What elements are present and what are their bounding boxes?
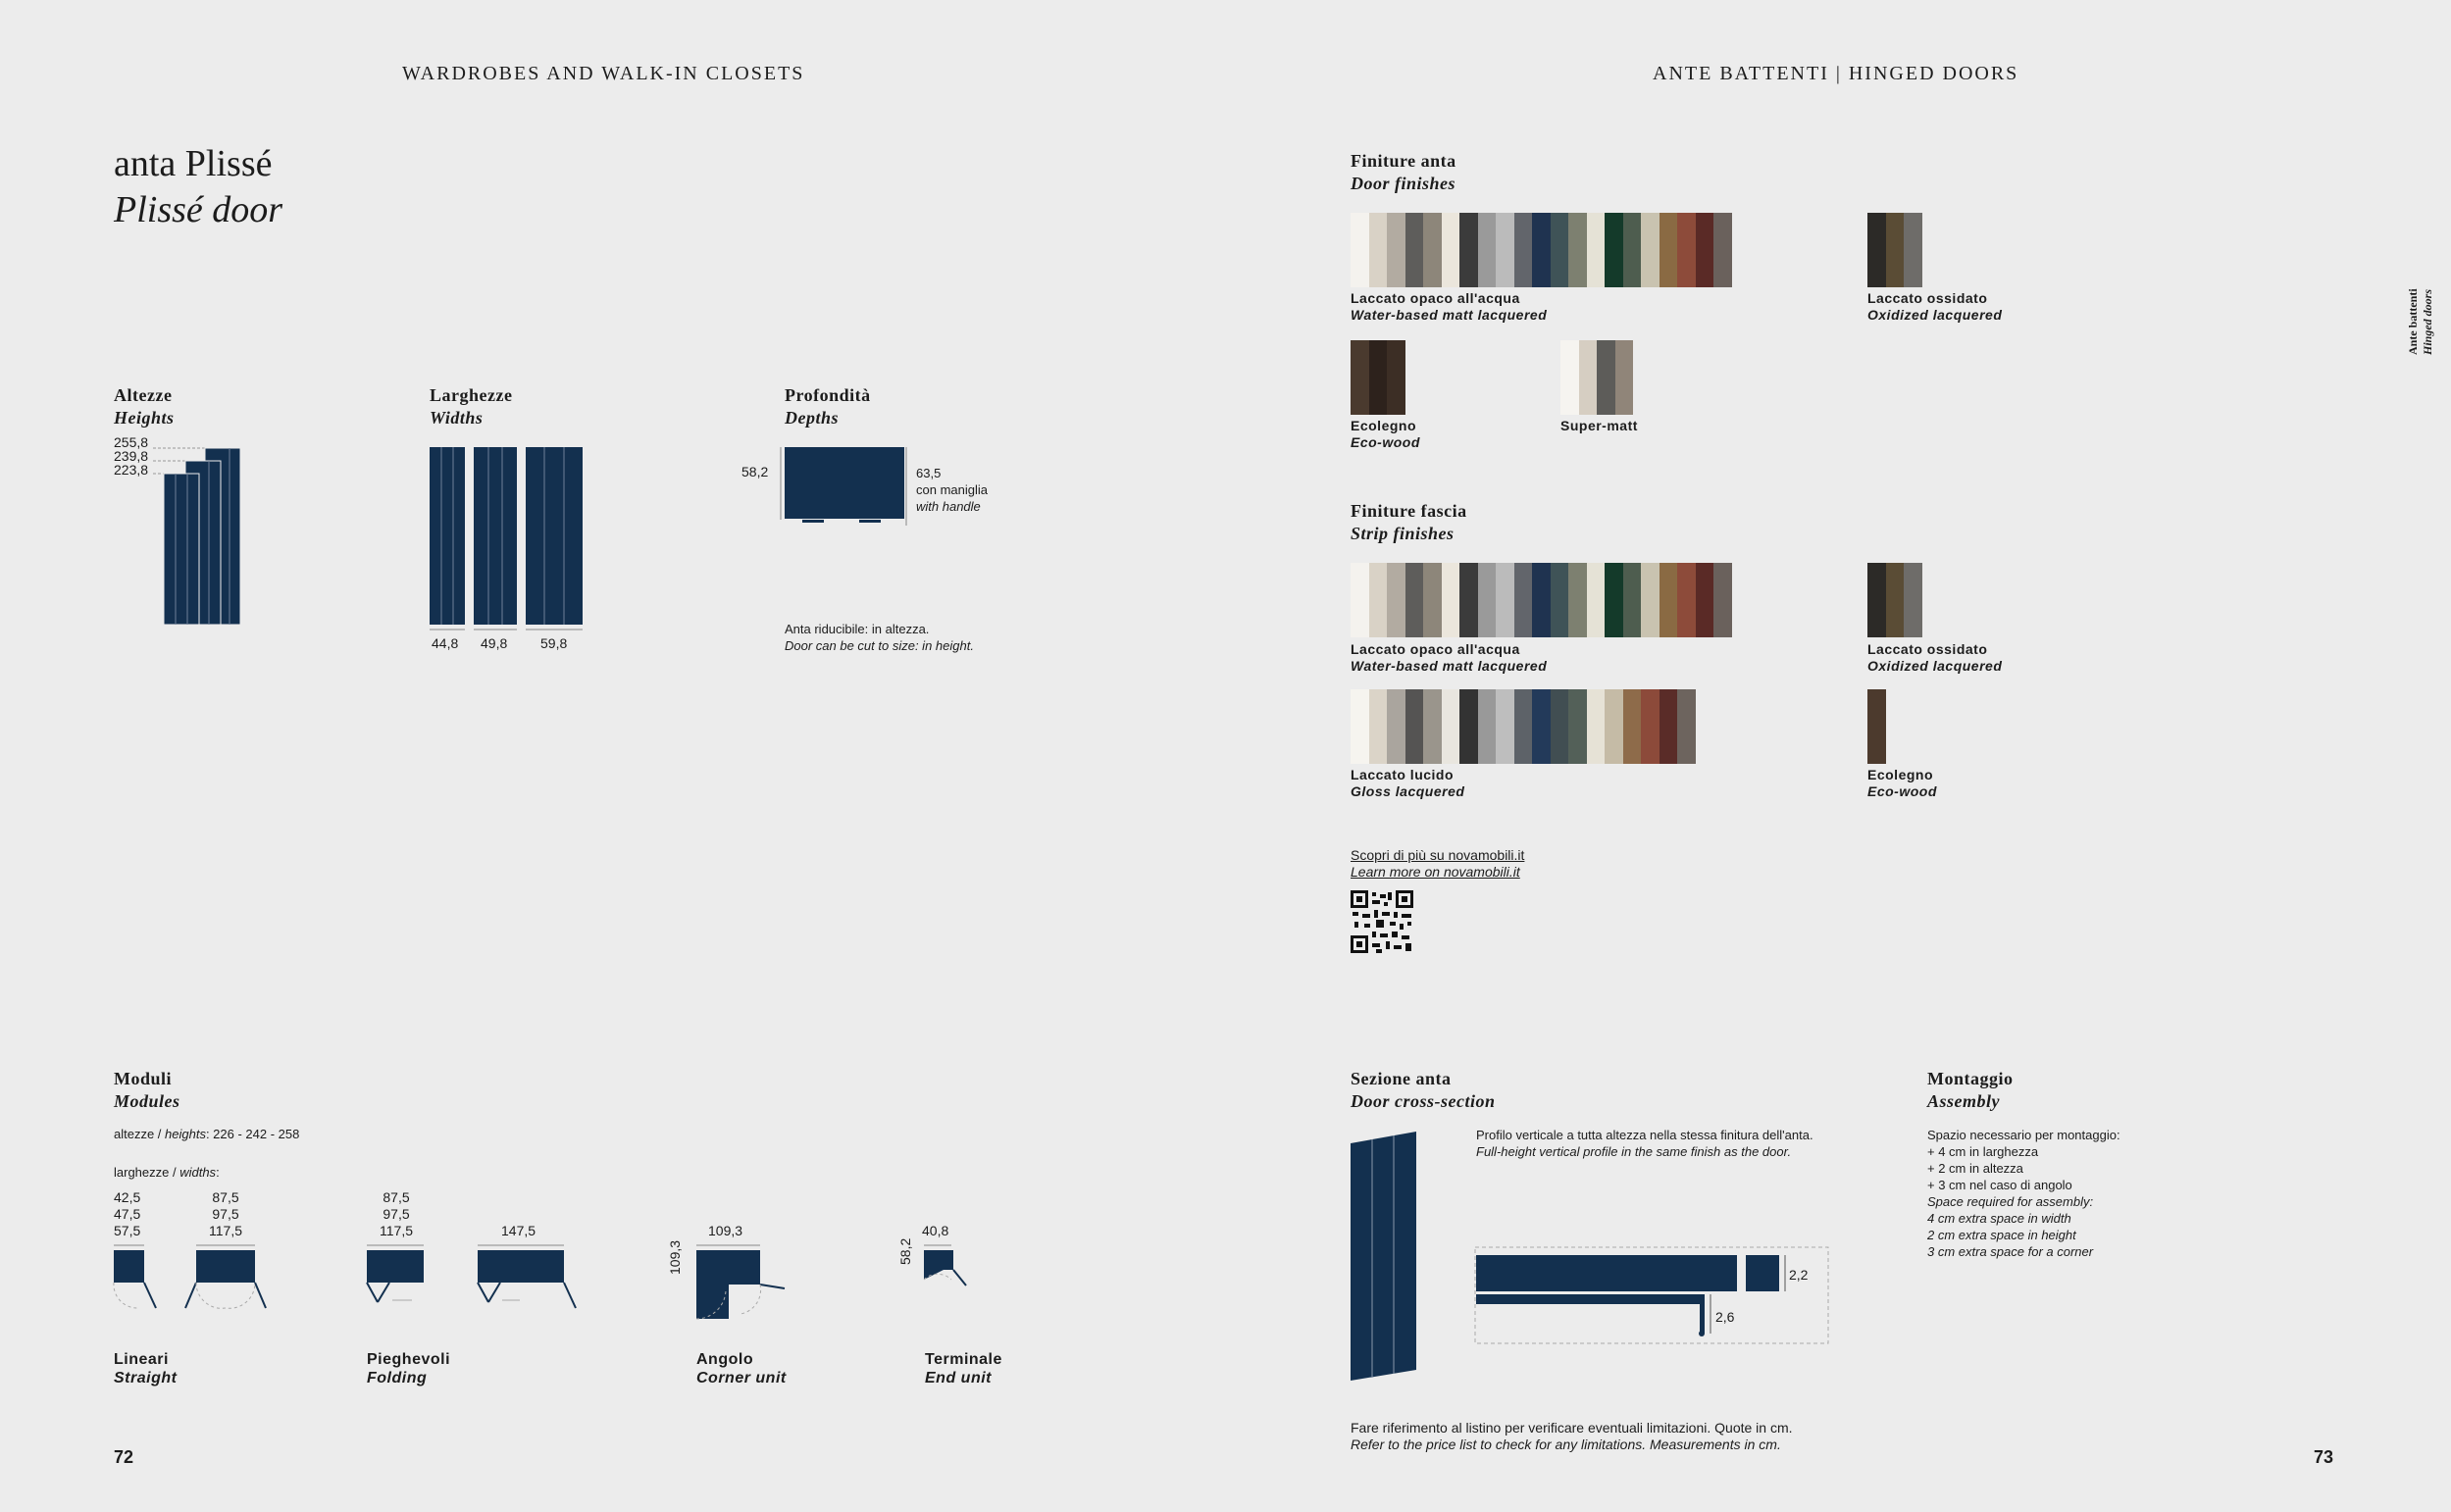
learn-more-en[interactable]: Learn more on novamobili.it — [1351, 864, 1520, 880]
width-value: 49,8 — [481, 635, 508, 651]
color-swatch — [1351, 563, 1369, 637]
color-swatch — [1514, 563, 1533, 637]
strip-ecowood-swatches — [1867, 689, 1886, 764]
heights-label — [114, 384, 175, 429]
straight-double-widths — [209, 1189, 242, 1239]
color-swatch — [1532, 689, 1551, 764]
finish-group-it: Ecolegno — [1351, 418, 1417, 433]
cut-note-it: Anta riducibile: in altezza. — [785, 622, 930, 636]
modules-heights-it: altezze / — [114, 1127, 166, 1141]
color-swatch — [1568, 689, 1587, 764]
color-swatch — [1579, 340, 1598, 415]
module-type-it: Pieghevoli — [367, 1351, 451, 1368]
module-type-straight — [114, 1350, 177, 1387]
footer-it: Fare riferimento al listino per verificare eventuali limitazioni. Quote in cm. — [1351, 1420, 1793, 1436]
color-swatch — [1351, 213, 1369, 287]
color-swatch — [1641, 689, 1660, 764]
qr-code-icon[interactable] — [1351, 890, 1413, 953]
color-swatch — [1641, 213, 1660, 287]
door-matt-swatches — [1351, 213, 1732, 287]
side-tab-it: Ante battenti — [2406, 288, 2420, 355]
widths-diagram — [428, 446, 585, 632]
color-swatch — [1369, 563, 1388, 637]
header-right: ANTE BATTENTI | HINGED DOORS — [1653, 63, 2019, 84]
color-swatch — [1560, 340, 1579, 415]
color-swatch — [1696, 563, 1714, 637]
assembly-line: + 4 cm in larghezza — [1927, 1144, 2039, 1159]
module-type-en: End unit — [925, 1370, 992, 1386]
color-swatch — [1478, 563, 1497, 637]
cross-section-diagram — [1471, 1243, 1834, 1347]
color-swatch — [1369, 213, 1388, 287]
module-width: 117,5 — [380, 1223, 413, 1238]
height-value: 223,8 — [114, 462, 149, 478]
cross-section-desc-it: Profilo verticale a tutta altezza nella stessa finitura dell'anta. — [1476, 1128, 1813, 1142]
corner-height: 109,3 — [667, 1239, 683, 1275]
depths-label — [785, 384, 871, 429]
color-swatch — [1496, 213, 1514, 287]
strip-matt-label — [1351, 641, 1547, 675]
module-width: 97,5 — [212, 1206, 239, 1222]
door-supermatt-swatches — [1560, 340, 1633, 415]
color-swatch — [1587, 563, 1606, 637]
door-ecowood-swatches — [1351, 340, 1405, 415]
color-swatch — [1478, 213, 1497, 287]
strip-gloss-swatches — [1351, 689, 1696, 764]
learn-more-it[interactable]: Scopri di più su novamobili.it — [1351, 847, 1525, 863]
cross-dim-2: 2,6 — [1715, 1309, 1735, 1325]
assembly-line: 2 cm extra space in height — [1927, 1228, 2076, 1242]
strip-ecowood-label — [1867, 767, 1937, 800]
modules-diagram — [108, 1241, 991, 1320]
door-finishes-it: Finiture anta — [1351, 151, 1456, 171]
finish-group-en: Eco-wood — [1867, 783, 1937, 799]
color-swatch — [1387, 689, 1405, 764]
color-swatch — [1442, 563, 1460, 637]
strip-oxidized-swatches — [1867, 563, 1922, 637]
width-value: 44,8 — [432, 635, 459, 651]
color-swatch — [1713, 563, 1732, 637]
color-swatch — [1696, 213, 1714, 287]
width-value: 59,8 — [540, 635, 568, 651]
heights-label-it: Altezze — [114, 385, 173, 405]
color-swatch — [1442, 213, 1460, 287]
modules-label — [114, 1068, 180, 1113]
finish-group-it: Super-matt — [1560, 418, 1638, 433]
cross-section-it: Sezione anta — [1351, 1069, 1452, 1088]
module-width: 57,5 — [114, 1223, 141, 1238]
color-swatch — [1423, 689, 1442, 764]
end-height: 58,2 — [897, 1237, 913, 1265]
heights-values — [114, 435, 148, 477]
module-type-en: Corner unit — [696, 1370, 787, 1386]
color-swatch — [1587, 689, 1606, 764]
color-swatch — [1551, 689, 1569, 764]
door-finishes-en: Door finishes — [1351, 174, 1456, 193]
color-swatch — [1677, 563, 1696, 637]
modules-label-en: Modules — [114, 1091, 180, 1111]
assembly-line: 4 cm extra space in width — [1927, 1211, 2071, 1226]
color-swatch — [1641, 563, 1660, 637]
cross-section-label — [1351, 1068, 1496, 1113]
widths-label-en: Widths — [430, 408, 484, 428]
heights-diagram — [153, 439, 251, 626]
color-swatch — [1904, 563, 1922, 637]
finish-group-it: Laccato ossidato — [1867, 290, 1988, 306]
folding-double-width: 147,5 — [501, 1223, 536, 1238]
color-swatch — [1369, 340, 1388, 415]
module-width: 97,5 — [383, 1206, 410, 1222]
color-swatch — [1459, 563, 1478, 637]
side-tab — [2406, 257, 2435, 355]
modules-heights-en: heights — [165, 1127, 206, 1141]
color-swatch — [1605, 563, 1623, 637]
height-value: 239,8 — [114, 448, 149, 464]
page-subtitle: Plissé door — [114, 189, 283, 230]
color-swatch — [1886, 213, 1905, 287]
strip-finishes-label — [1351, 500, 1467, 545]
assembly-it: Montaggio — [1927, 1069, 2014, 1088]
door-ecowood-label — [1351, 418, 1420, 451]
color-swatch — [1587, 213, 1606, 287]
color-swatch — [1459, 689, 1478, 764]
module-width: 42,5 — [114, 1189, 141, 1205]
color-swatch — [1532, 213, 1551, 287]
color-swatch — [1551, 563, 1569, 637]
finish-group-it: Laccato opaco all'acqua — [1351, 641, 1520, 657]
color-swatch — [1904, 213, 1922, 287]
module-type-folding — [367, 1350, 450, 1387]
module-type-en: Folding — [367, 1370, 428, 1386]
cut-note — [785, 621, 974, 654]
folding-single-widths — [380, 1189, 413, 1239]
module-type-end — [925, 1350, 1002, 1387]
door-finishes-label — [1351, 150, 1456, 195]
finish-group-it: Laccato ossidato — [1867, 641, 1988, 657]
color-swatch — [1867, 563, 1886, 637]
finish-group-en: Eco-wood — [1351, 434, 1420, 450]
color-swatch — [1405, 213, 1424, 287]
color-swatch — [1886, 563, 1905, 637]
door-oxidized-swatches — [1867, 213, 1922, 287]
assembly-line: Spazio necessario per montaggio: — [1927, 1128, 2120, 1142]
finish-group-en: Water-based matt lacquered — [1351, 658, 1548, 674]
color-swatch — [1597, 340, 1615, 415]
depths-diagram — [777, 445, 914, 529]
strip-oxidized-label — [1867, 641, 2002, 675]
modules-label-it: Moduli — [114, 1069, 173, 1088]
strip-gloss-label — [1351, 767, 1464, 800]
learn-more-link[interactable] — [1351, 847, 1524, 881]
assembly-line: 3 cm extra space for a corner — [1927, 1244, 2094, 1259]
color-swatch — [1677, 689, 1696, 764]
color-swatch — [1514, 689, 1533, 764]
modules-widths-it: larghezze / — [114, 1165, 180, 1180]
module-width: 87,5 — [383, 1189, 410, 1205]
color-swatch — [1867, 213, 1886, 287]
door-oxidized-label — [1867, 290, 2002, 324]
module-width: 47,5 — [114, 1206, 141, 1222]
color-swatch — [1660, 213, 1678, 287]
color-swatch — [1867, 689, 1886, 764]
finish-group-en: Water-based matt lacquered — [1351, 307, 1548, 323]
cross-section-en: Door cross-section — [1351, 1091, 1496, 1111]
widths-label — [430, 384, 512, 429]
strip-matt-swatches — [1351, 563, 1732, 637]
color-swatch — [1496, 689, 1514, 764]
color-swatch — [1605, 213, 1623, 287]
cross-section-desc-en: Full-height vertical profile in the same finish as the door. — [1476, 1144, 1792, 1159]
color-swatch — [1551, 213, 1569, 287]
color-swatch — [1514, 213, 1533, 287]
module-type-corner — [696, 1350, 787, 1387]
color-swatch — [1568, 213, 1587, 287]
color-swatch — [1442, 689, 1460, 764]
depths-label-it: Profondità — [785, 385, 871, 405]
height-value: 255,8 — [114, 434, 149, 450]
color-swatch — [1677, 213, 1696, 287]
modules-widths — [114, 1164, 220, 1181]
finish-group-en: Oxidized lacquered — [1867, 658, 2003, 674]
color-swatch — [1478, 689, 1497, 764]
depth-note-en: with handle — [916, 499, 981, 514]
end-width: 40,8 — [922, 1223, 949, 1238]
color-swatch — [1532, 563, 1551, 637]
cross-dim-1: 2,2 — [1789, 1267, 1809, 1283]
color-swatch — [1615, 340, 1634, 415]
page-title: anta Plissé — [114, 143, 273, 184]
module-type-it: Lineari — [114, 1351, 169, 1368]
strip-finishes-it: Finiture fascia — [1351, 501, 1467, 521]
depths-label-en: Depths — [785, 408, 840, 428]
modules-widths-en: widths — [179, 1165, 217, 1180]
page-number-right: 73 — [2314, 1447, 2334, 1467]
modules-heights — [114, 1126, 299, 1142]
color-swatch — [1423, 563, 1442, 637]
header-left: WARDROBES AND WALK-IN CLOSETS — [402, 63, 805, 84]
page-number-left: 72 — [114, 1447, 134, 1467]
corner-width: 109,3 — [708, 1223, 743, 1238]
module-width: 117,5 — [209, 1223, 242, 1238]
color-swatch — [1405, 689, 1424, 764]
color-swatch — [1623, 213, 1642, 287]
widths-label-it: Larghezze — [430, 385, 513, 405]
heights-label-en: Heights — [114, 408, 175, 428]
color-swatch — [1660, 689, 1678, 764]
door-supermatt-label — [1560, 418, 1638, 434]
module-width: 87,5 — [212, 1189, 239, 1205]
strip-finishes-en: Strip finishes — [1351, 524, 1455, 543]
assembly-line: + 3 cm nel caso di angolo — [1927, 1178, 2072, 1192]
color-swatch — [1423, 213, 1442, 287]
depth-value-right: 63,5 — [916, 466, 942, 480]
side-tab-en: Hinged doors — [2421, 288, 2434, 355]
door-matt-label — [1351, 290, 1547, 324]
color-swatch — [1660, 563, 1678, 637]
footer-note — [1351, 1420, 1793, 1453]
module-type-en: Straight — [114, 1370, 178, 1386]
door-3d-diagram — [1348, 1130, 1418, 1385]
depth-value-left: 58,2 — [741, 464, 769, 479]
depth-value-right-block — [916, 465, 988, 515]
color-swatch — [1623, 563, 1642, 637]
assembly-text — [1927, 1127, 2120, 1260]
color-swatch — [1623, 689, 1642, 764]
color-swatch — [1369, 689, 1388, 764]
modules-widths-suffix: : — [216, 1165, 220, 1180]
assembly-label — [1927, 1068, 2014, 1113]
color-swatch — [1605, 689, 1623, 764]
color-swatch — [1351, 340, 1369, 415]
assembly-line: + 2 cm in altezza — [1927, 1161, 2023, 1176]
color-swatch — [1351, 689, 1369, 764]
modules-heights-values: : 226 - 242 - 258 — [205, 1127, 300, 1141]
module-type-it: Angolo — [696, 1351, 754, 1368]
color-swatch — [1387, 213, 1405, 287]
color-swatch — [1405, 563, 1424, 637]
finish-group-en: Oxidized lacquered — [1867, 307, 2003, 323]
assembly-line: Space required for assembly: — [1927, 1194, 2094, 1209]
color-swatch — [1387, 563, 1405, 637]
finish-group-it: Ecolegno — [1867, 767, 1934, 782]
color-swatch — [1459, 213, 1478, 287]
color-swatch — [1496, 563, 1514, 637]
cross-section-desc — [1476, 1127, 1829, 1160]
footer-en: Refer to the price list to check for any limitations. Measurements in cm. — [1351, 1436, 1781, 1452]
depth-note-it: con maniglia — [916, 482, 988, 497]
module-type-it: Terminale — [925, 1351, 1002, 1368]
color-swatch — [1387, 340, 1405, 415]
finish-group-it: Laccato lucido — [1351, 767, 1455, 782]
finish-group-it: Laccato opaco all'acqua — [1351, 290, 1520, 306]
color-swatch — [1568, 563, 1587, 637]
color-swatch — [1713, 213, 1732, 287]
straight-single-widths — [114, 1189, 140, 1239]
cut-note-en: Door can be cut to size: in height. — [785, 638, 974, 653]
assembly-en: Assembly — [1927, 1091, 2000, 1111]
finish-group-en: Gloss lacquered — [1351, 783, 1465, 799]
